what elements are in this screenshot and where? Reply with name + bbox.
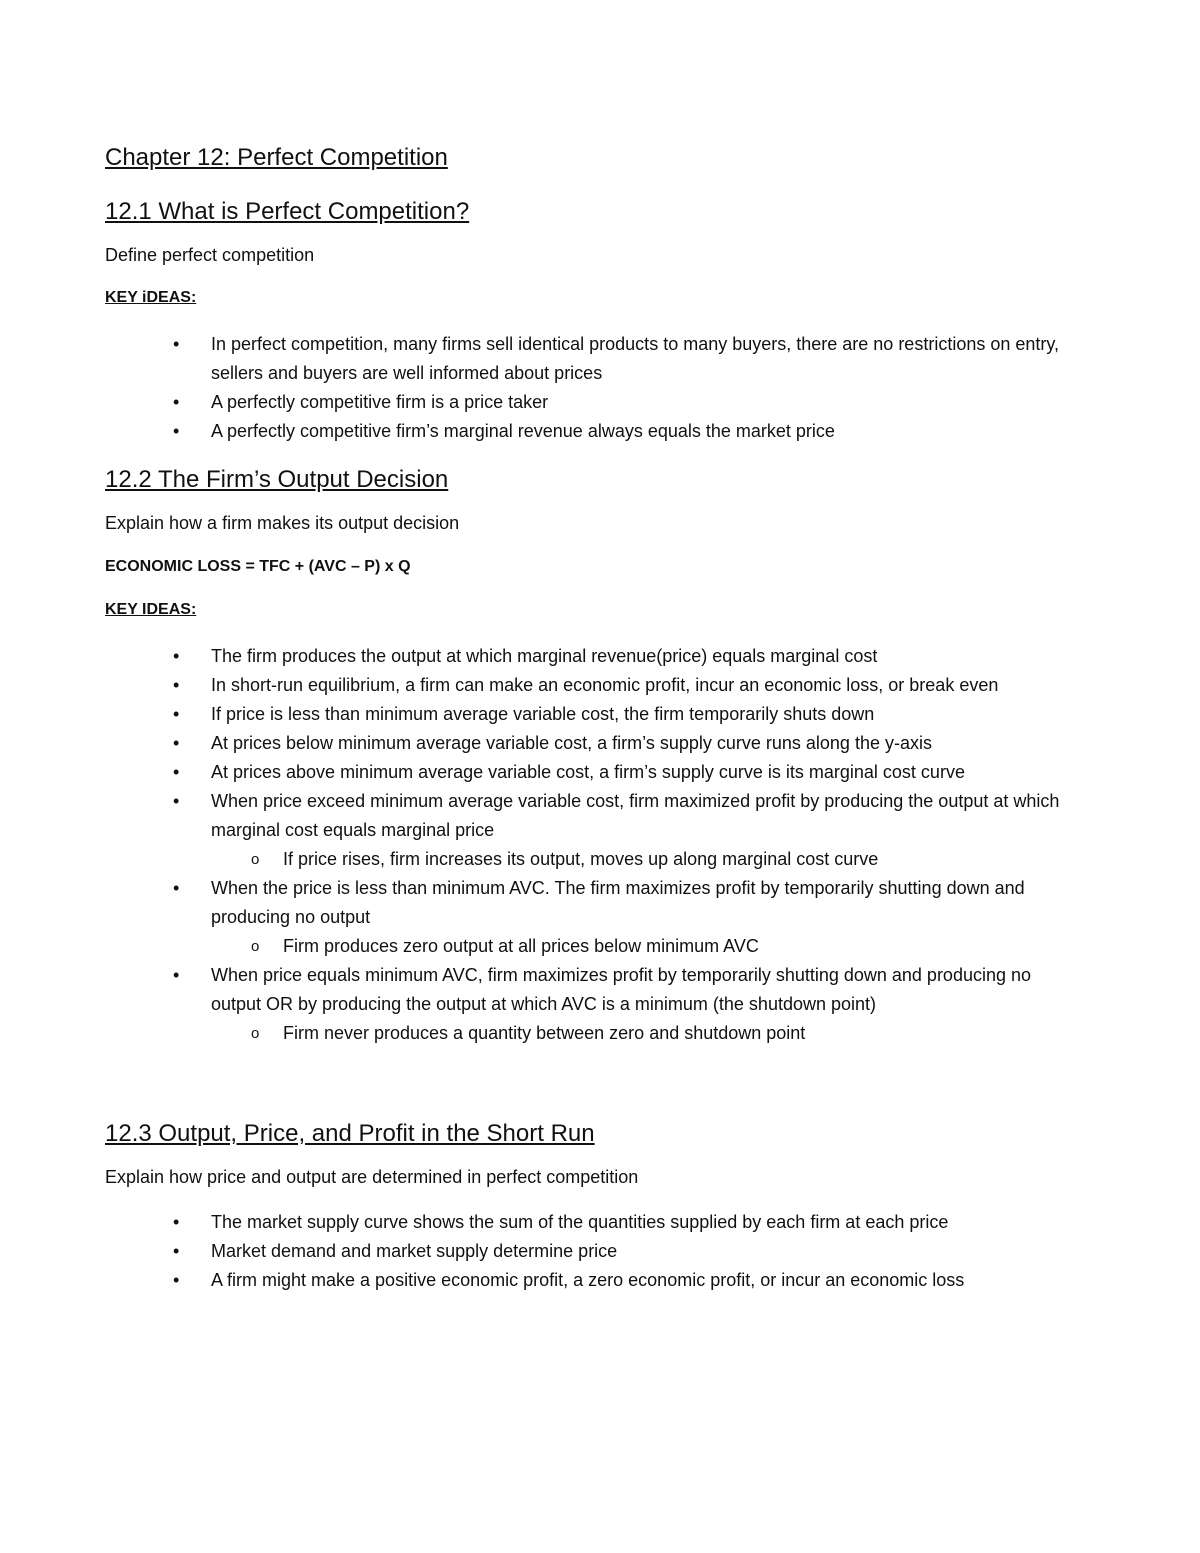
section-12-1-lead: Define perfect competition [105,245,315,265]
chapter-title: Chapter 12: Perfect Competition [105,144,448,171]
bullet-icon: • [173,878,180,898]
section-12-2-bullets [105,642,1065,1048]
section-12-1-heading: 12.1 What is Perfect Competition? [105,198,470,225]
sub-list [211,845,1065,874]
list-item: • When price exceed minimum average variable cost, firm maximized profit by producing the output at which marginal cost equals marginal price o If price rises, firm increases its output, moves up along marginal cost curve [105,787,1065,874]
list-item: • A perfectly competitive firm is a price taker [105,388,1065,417]
list-item: • In short-run equilibrium, a firm can make an economic profit, incur an economic loss, or break even [105,671,1065,700]
key-ideas-label: KEY IDEAS: [105,601,197,618]
section-12-1-bullets [105,330,1065,446]
spacer [105,1064,1065,1116]
bullet-icon: • [173,791,180,811]
bullet-icon: • [173,704,180,724]
sub-list [211,932,1065,961]
bullet-icon: • [173,421,180,441]
list-item: • The firm produces the output at which marginal revenue(price) equals marginal cost [105,642,1065,671]
list-item: • A firm might make a positive economic profit, a zero economic profit, or incur an economic loss [105,1266,1065,1295]
bullet-icon: • [173,392,180,412]
bullet-icon: • [173,1270,180,1290]
sub-list-item: o Firm never produces a quantity between zero and shutdown point [105,1019,1065,1048]
section-12-2-heading: 12.2 The Firm’s Output Decision [105,466,449,493]
list-item: • When the price is less than minimum AVC. The firm maximizes profit by temporarily shutting down and producing no output o Firm produces zero output at all prices below minimum AVC [105,874,1065,961]
list-item: • A perfectly competitive firm’s marginal revenue always equals the market price [105,417,1065,446]
list-item: • At prices above minimum average variable cost, a firm’s supply curve is its marginal cost curve [105,758,1065,787]
key-ideas-label: KEY iDEAS: [105,289,197,306]
bullet-icon: • [173,965,180,985]
bullet-icon: • [173,646,180,666]
sub-list [211,1019,1065,1048]
sub-list-item: o If price rises, firm increases its output, moves up along marginal cost curve [105,845,1065,874]
bullet-icon: • [173,675,180,695]
list-item: • If price is less than minimum average variable cost, the firm temporarily shuts down [105,700,1065,729]
document-page [105,140,1065,1311]
bullet-icon: • [173,762,180,782]
list-item: • Market demand and market supply determine price [105,1237,1065,1266]
section-12-3-heading: 12.3 Output, Price, and Profit in the Short Run [105,1120,595,1147]
list-item: • When price equals minimum AVC, firm maximizes profit by temporarily shutting down and producing no output OR by producing the output at which AVC is a minimum (the shutdown point) o Firm never produces a quantity between zero and shutdown point [105,961,1065,1048]
section-12-2-lead: Explain how a firm makes its output decision [105,513,460,533]
list-item: • In perfect competition, many firms sell identical products to many buyers, there are no restrictions on entry, sellers and buyers are well informed about prices [105,330,1065,388]
bullet-icon: • [173,1241,180,1261]
sub-bullet-icon: o [251,938,260,955]
sub-list-item: o Firm produces zero output at all prices below minimum AVC [105,932,1065,961]
list-item: • At prices below minimum average variable cost, a firm’s supply curve runs along the y-axis [105,729,1065,758]
bullet-icon: • [173,733,180,753]
section-12-3-bullets [105,1208,1065,1295]
sub-bullet-icon: o [251,851,260,868]
section-12-3-lead: Explain how price and output are determined in perfect competition [105,1167,639,1187]
list-item: • The market supply curve shows the sum of the quantities supplied by each firm at each price [105,1208,1065,1237]
sub-bullet-icon: o [251,1025,260,1042]
bullet-icon: • [173,334,180,354]
economic-loss-formula: ECONOMIC LOSS = TFC + (AVC – P) x Q [105,558,411,575]
bullet-icon: • [173,1212,180,1232]
